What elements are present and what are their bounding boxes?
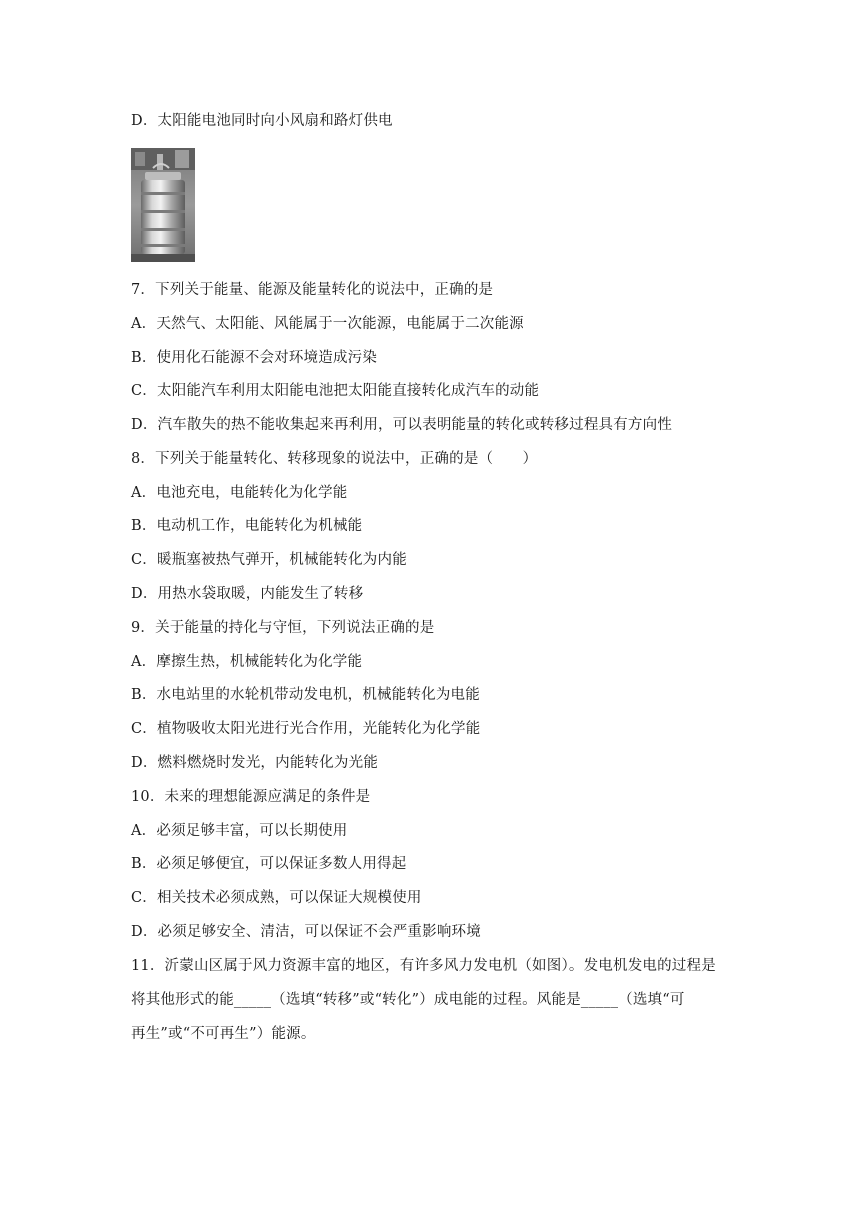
option-7d: D．汽车散失的热不能收集起来再利用，可以表明能量的转化或转移过程具有方向性 xyxy=(131,417,673,433)
option-9c: C．植物吸收太阳光进行光合作用，光能转化为化学能 xyxy=(131,721,481,737)
metal-drum-photo xyxy=(131,148,195,262)
question-8: 8．下列关于能量转化、转移现象的说法中，正确的是（ ） xyxy=(131,451,538,467)
option-7b: B．使用化石能源不会对环境造成污染 xyxy=(131,350,378,366)
option-6d: D．太阳能电池同时向小风扇和路灯供电 xyxy=(131,113,393,129)
question-9: 9．关于能量的持化与守恒，下列说法正确的是 xyxy=(131,620,435,636)
question-11-line-2: 将其他形式的能_____（选填“转移”或“转化”）成电能的过程。风能是_____（选填“可 xyxy=(131,992,685,1008)
option-10a: A．必须足够丰富，可以长期使用 xyxy=(131,823,348,839)
question-11-line-1: 11．沂蒙山区属于风力资源丰富的地区，有许多风力发电机（如图）。发电机发电的过程是 xyxy=(131,958,716,974)
question-11-line-3: 再生”或“不可再生”）能源。 xyxy=(131,1026,316,1042)
option-9d: D．燃料燃烧时发光，内能转化为光能 xyxy=(131,755,379,771)
option-10b: B．必须足够便宜，可以保证多数人用得起 xyxy=(131,856,407,872)
option-9b: B．水电站里的水轮机带动发电机，机械能转化为电能 xyxy=(131,687,480,703)
option-8d: D．用热水袋取暖，内能发生了转移 xyxy=(131,586,364,602)
question-7: 7．下列关于能量、能源及能量转化的说法中，正确的是 xyxy=(131,282,494,298)
option-10d: D．必须足够安全、清洁，可以保证不会严重影响环境 xyxy=(131,924,481,940)
option-8b: B．电动机工作，电能转化为机械能 xyxy=(131,518,363,534)
option-7a: A．天然气、太阳能、风能属于一次能源，电能属于二次能源 xyxy=(131,316,524,332)
option-8a: A．电池充电，电能转化为化学能 xyxy=(131,485,348,501)
option-10c: C．相关技术必须成熟，可以保证大规模使用 xyxy=(131,890,422,906)
option-8c: C．暖瓶塞被热气弹开，机械能转化为内能 xyxy=(131,552,407,568)
question-10: 10．未来的理想能源应满足的条件是 xyxy=(131,789,371,805)
option-7c: C．太阳能汽车利用太阳能电池把太阳能直接转化成汽车的动能 xyxy=(131,383,540,399)
option-9a: A．摩擦生热，机械能转化为化学能 xyxy=(131,654,363,670)
metal-drum-image xyxy=(131,148,195,262)
